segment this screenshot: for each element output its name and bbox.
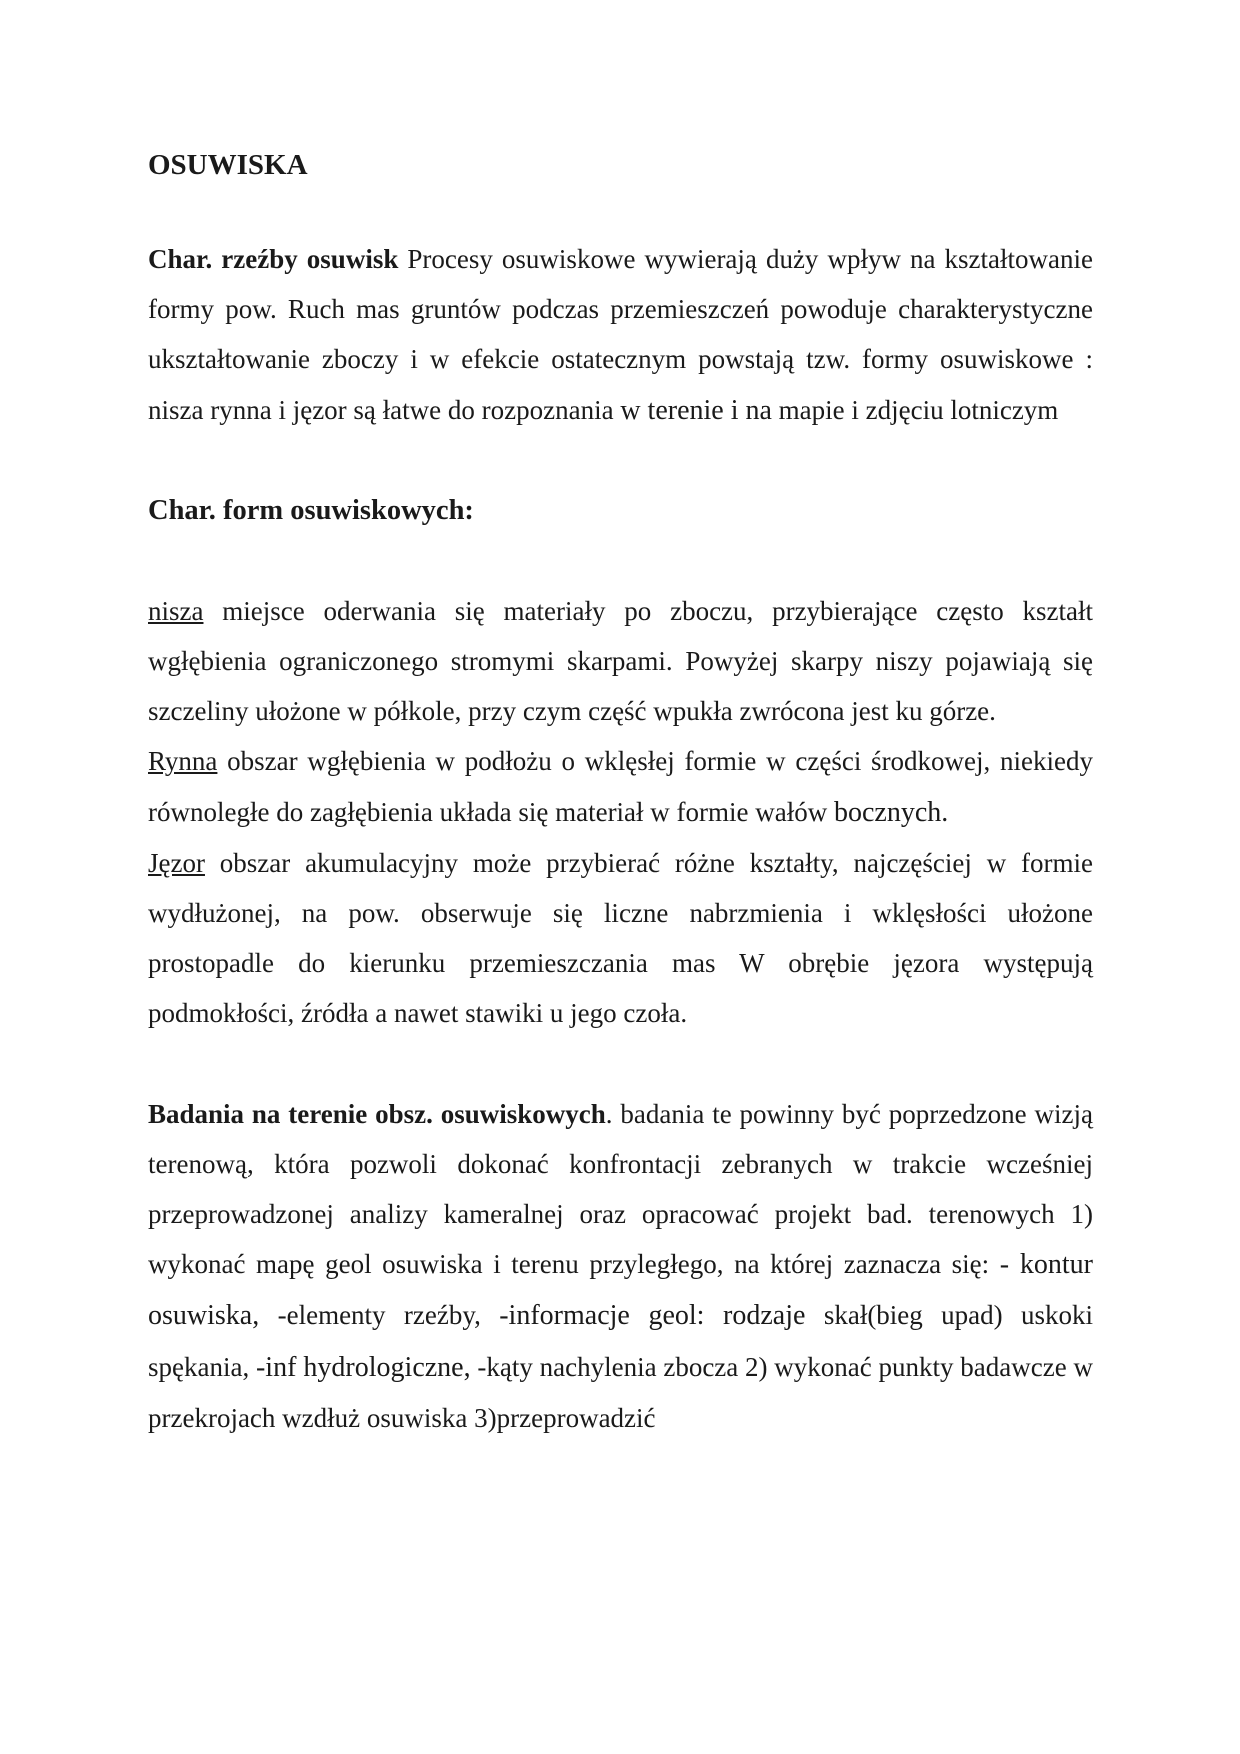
badania-text-c: -elementy rzeźby, — [259, 1300, 500, 1331]
document-title: OSUWISKA — [148, 149, 308, 181]
spacer — [148, 536, 1093, 586]
badania-text-g: -kąty nachylenia zbocza 2) wykonać punkty badawcze w przekrojach wzdłuż osuwiska 3)przeprowadzić — [148, 1351, 1093, 1433]
nisza-term: nisza — [148, 595, 204, 626]
document-page — [148, 140, 1093, 1443]
jezor-text: obszar akumulacyjny może przybierać różne kształty, najczęściej w formie wydłużonej, na pow. obserwuje się liczne nabrzmienia i wklęsłości ułożone prostopadle do kierunku przemieszczania mas W obrębie jęzora występują podmokłości, źródła a nawet stawiki u jego czoła. — [148, 847, 1093, 1029]
intro-text-b: w terenie i na — [620, 394, 772, 426]
rynna-term: Rynna — [148, 746, 218, 777]
badania-text-a: . badania te powinny być poprzedzone wizją terenową, która pozwoli dokonać konfrontacji zebranych w trakcie wcześniej przeprowadzonej analizy kameralnej oraz opracować projekt bad. terenowych 1) wykonać mapę geol osuwiska i terenu przyległego, na której zaznacza się: — [148, 1098, 1093, 1280]
badania-heading: Badania na terenie obsz. osuwiskowych — [148, 1098, 606, 1129]
spacer — [148, 436, 1093, 486]
rynna-text-a: obszar wgłębienia w podłożu o wklęsłej formie w części środkowej, niekiedy równoległe do zagłębienia układa się materiał w formie wałów — [148, 746, 1093, 827]
intro-heading: Char. rzeźby osuwisk — [148, 244, 399, 274]
badania-text-f: -inf hydrologiczne, — [255, 1351, 471, 1383]
intro-text-c: mapie i zdjęciu lotniczym — [771, 394, 1059, 425]
rynna-paragraph — [148, 736, 1093, 837]
badania-paragraph — [148, 1089, 1093, 1443]
rynna-text-b: bocznych. — [834, 796, 949, 828]
spacer — [148, 1039, 1093, 1089]
intro-text-a: Procesy osuwiskowe wywierają duży wpływ na kształtowanie formy pow. Ruch mas gruntów podczas przemieszczeń powoduje charakterystyczne ukształtowanie zboczy i w efekcie ostatecznym powstają tzw. formy osuwiskowe : nisza rynna i jęzor są łatwe do rozpoznania — [148, 244, 1093, 425]
forms-heading: Char. form osuwiskowych: — [148, 494, 474, 526]
jezor-paragraph — [148, 838, 1093, 1039]
badania-text-b: - kontur osuwiska, — [148, 1249, 1094, 1332]
nisza-paragraph — [148, 586, 1093, 737]
jezor-term: Jęzor — [148, 847, 205, 878]
badania-text-d: -informacje geol: rodzaje — [499, 1300, 806, 1332]
intro-paragraph — [148, 234, 1093, 436]
badania-text-e: skał(bieg upad) uskoki spękania, — [148, 1300, 1094, 1382]
nisza-text: miejsce oderwania się materiały po zboczu, przybierające często kształt wgłębienia ograniczonego stromymi skarpami. Powyżej skarpy niszy pojawiają się szczeliny ułożone w półkole, przy czym część wpukła zwrócona jest ku górze. — [148, 595, 1093, 727]
